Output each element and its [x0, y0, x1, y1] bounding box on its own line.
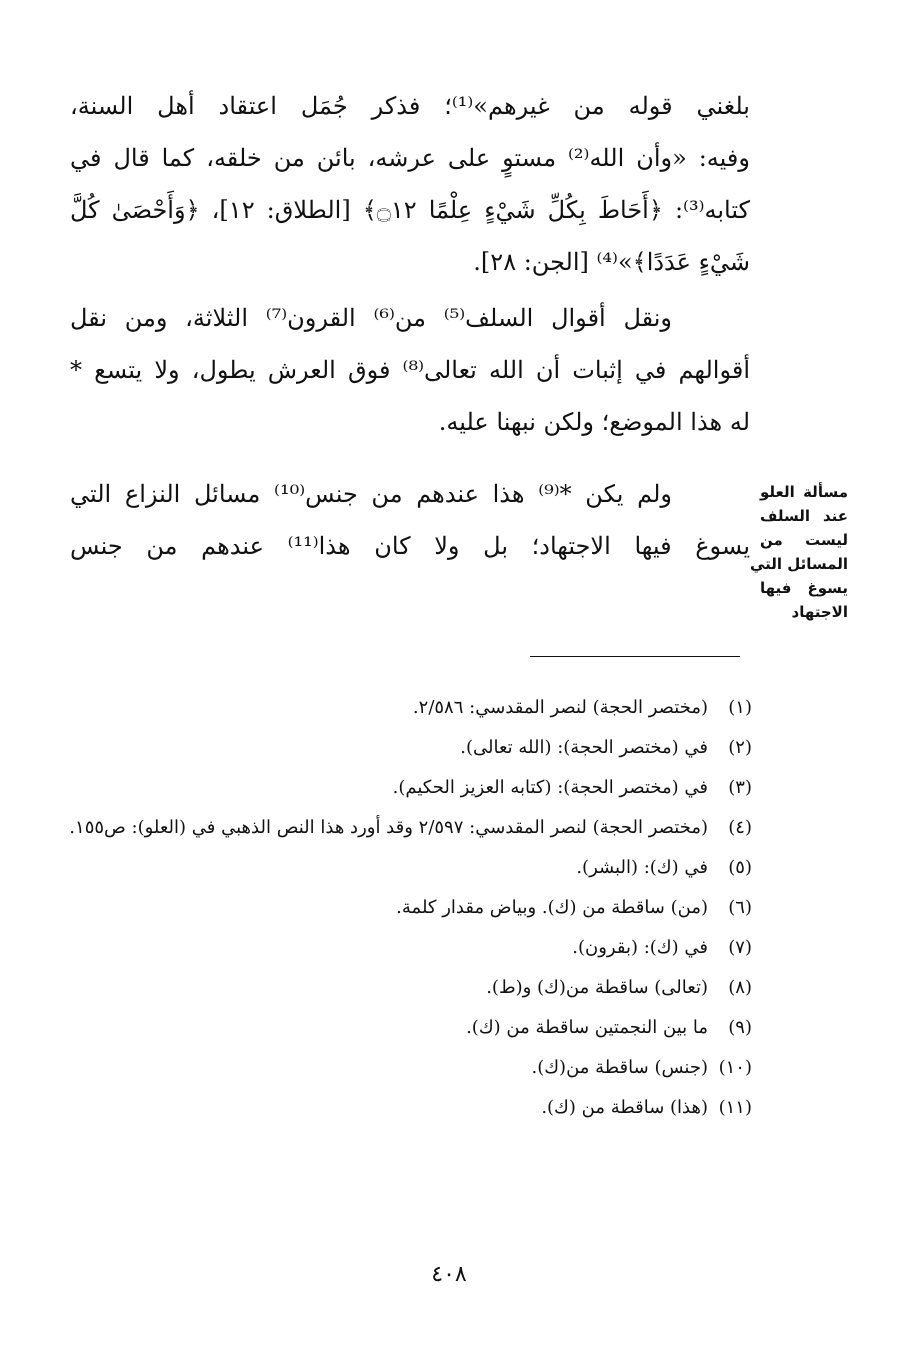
- footnote: [60, 768, 752, 808]
- footnote: [60, 848, 752, 888]
- footnote-text: في (ك): (البشر).: [576, 857, 708, 878]
- margin-note: [749, 480, 848, 624]
- footnote: [60, 1048, 752, 1088]
- footnote: [60, 1008, 752, 1048]
- footnote-text: في (مختصر الحجة): (كتابه العزيز الحكيم).: [392, 777, 708, 798]
- footnote-number: (١٠): [718, 1057, 752, 1078]
- footnote-text: (هذا) ساقطة من (ك).: [541, 1097, 708, 1118]
- paragraph-2-line-2: أقوالهم في إثبات أن الله تعالى⁽⁸⁾ فوق العرش يطول، ولا يتسع *: [70, 356, 750, 384]
- paragraph-1-line-3: كتابه⁽³⁾: ﴿أَحَاطَ بِكُلِّ شَيْءٍ عِلْمًا ۝١٢﴾ [الطلاق: ١٢]، ﴿وَأَحْصَىٰ كُلَّ: [70, 196, 750, 224]
- footnote: [60, 728, 752, 768]
- footnote-number: (١١): [718, 1097, 752, 1118]
- footnote: [60, 928, 752, 968]
- paragraph-2-line-1: ونقل أقوال السلف⁽⁵⁾ من⁽⁶⁾ القرون⁽⁷⁾ الثلاثة، ومن نقل: [70, 304, 673, 332]
- paragraph-1-line-4: شَيْءٍ عَدَدًا﴾»⁽⁴⁾ [الجن: ٢٨].: [473, 248, 750, 276]
- paragraph-1-line-1: بلغني قوله من غيرهم»⁽¹⁾؛ فذكر جُمَل اعتقاد أهل السنة،: [70, 92, 750, 120]
- footnote-number: (٢): [728, 737, 752, 758]
- footnote-text: (مختصر الحجة) لنصر المقدسي: ٢/٥٩٧ وقد أورد هذا النص الذهبي في (العلو): ص١٥٥.: [69, 817, 708, 838]
- footnote: [60, 888, 752, 928]
- margin-note-line: عند السلف: [760, 507, 848, 525]
- footnote-text: (تعالى) ساقطة من(ك) و(ط).: [486, 977, 708, 998]
- footnote: [60, 1088, 752, 1128]
- margin-note-line: يسوغ فيها: [760, 579, 848, 597]
- footnote-number: (٣): [728, 777, 752, 798]
- margin-note-line: الاجتهاد: [791, 603, 848, 621]
- footnote: [60, 968, 752, 1008]
- paragraph-1: [70, 80, 750, 288]
- paragraph-3-line-2: يسوغ فيها الاجتهاد؛ بل ولا كان هذا⁽¹¹⁾ عندهم من جنس: [70, 532, 751, 560]
- paragraph-1-line-2: وفيه: «وأن الله⁽²⁾ مستوٍ على عرشه، بائن من خلقه، كما قال في: [70, 144, 750, 172]
- footnotes-list: [60, 688, 752, 1128]
- paragraph-3: [70, 468, 750, 572]
- footnote-text: ما بين النجمتين ساقطة من (ك).: [466, 1017, 708, 1038]
- margin-note-line: مسألة العلو: [760, 483, 848, 501]
- footnote-text: (مختصر الحجة) لنصر المقدسي: ٢/٥٨٦.: [412, 697, 708, 718]
- footnote-number: (٧): [728, 937, 752, 958]
- footnote: [60, 808, 752, 848]
- paragraph-3-line-1: ولم يكن *⁽⁹⁾ هذا عندهم من جنس⁽¹⁰⁾ مسائل النزاع التي: [70, 480, 672, 508]
- margin-note-line: المسائل التي: [749, 555, 848, 573]
- page-number: ٤٠٨: [431, 1262, 467, 1287]
- footnote-number: (٨): [728, 977, 752, 998]
- paragraph-2-line-3: له هذا الموضع؛ ولكن نبهنا عليه.: [438, 408, 750, 436]
- footnote-number: (٥): [728, 857, 752, 878]
- footnote-text: (من) ساقطة من (ك). وبياض مقدار كلمة.: [396, 897, 708, 918]
- footnote-text: (جنس) ساقطة من(ك).: [531, 1057, 708, 1078]
- footnote-text: في (مختصر الحجة): (الله تعالى).: [460, 737, 708, 758]
- footnote-separator: [530, 656, 740, 657]
- paragraph-2: [70, 292, 750, 448]
- footnote: [60, 688, 752, 728]
- footnote-text: في (ك): (بقرون).: [572, 937, 708, 958]
- footnote-number: (٤): [728, 817, 752, 838]
- footnote-number: (٩): [728, 1017, 752, 1038]
- footnote-number: (١): [728, 697, 752, 718]
- margin-note-line: ليست من: [760, 531, 848, 549]
- footnote-number: (٦): [728, 897, 752, 918]
